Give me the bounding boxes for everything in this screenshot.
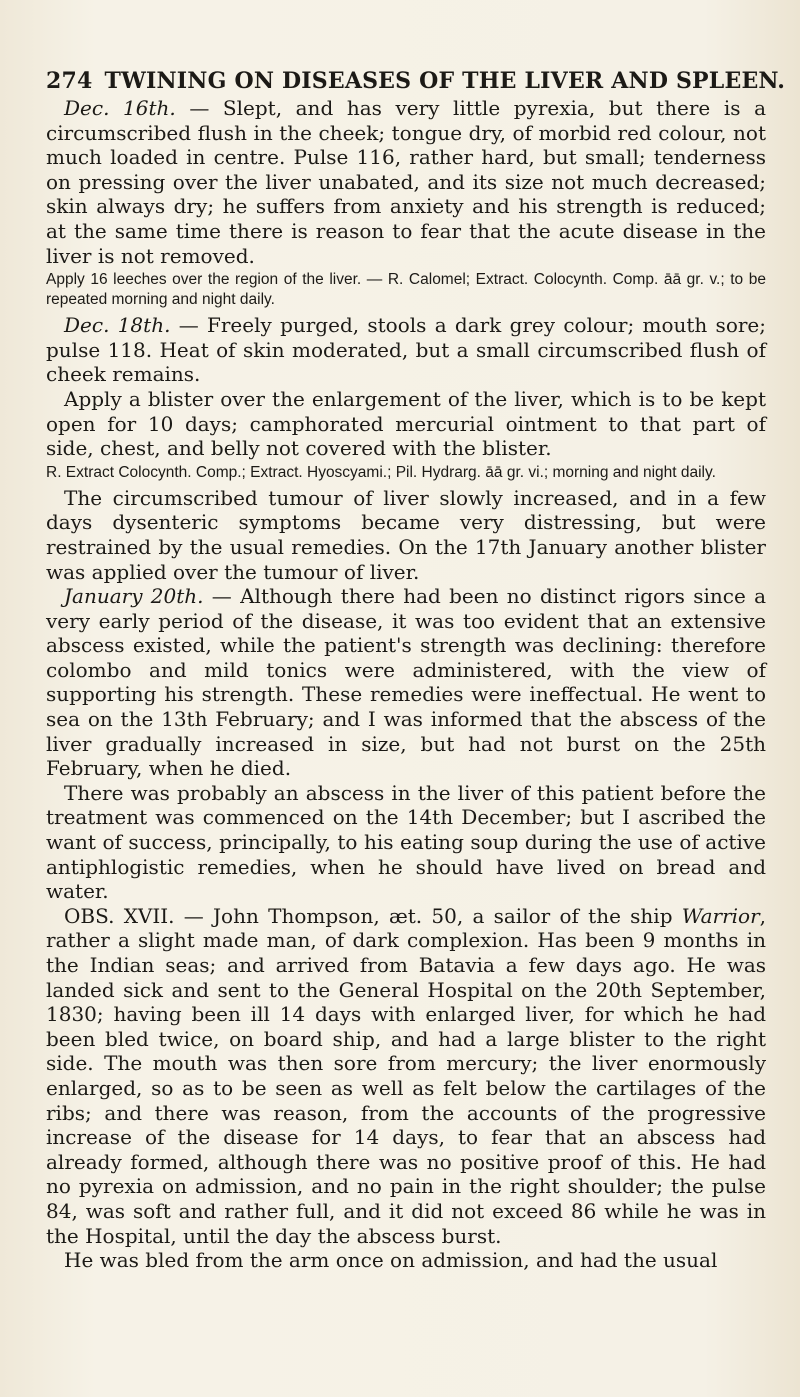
paragraph-text: , rather a slight made man, of dark complexion. Has been 9 months in the Indian seas; and arrived from Batavia a few days ago. He was landed sick and sent to the General Hospital on the 20th September, 1830; having been ill 14 days with enlarged liver, for which he had been bled twice, on board ship, and had a large blister to the right side. The mouth was then sore from mercury; the liver enormously enlarged, so as to be seen as well as felt below the cartilages of the ribs; and there was reason, from the accounts of the progressive increase of the disease for 14 days, to fear that an abscess had already formed, although there was no positive proof of this. He had no pyrexia on admission, and no pain in the right shoulder; the pulse 84, was soft and rather full, and it did not exceed 86 while he was in the Hospital, until the day the abscess burst. (46, 903, 766, 1248)
paragraph-blister (46, 387, 766, 461)
prescription-text: R. Extract Colocynth. Comp.; Extract. Hyoscyami.; Pil. Hydrarg. āā gr. vi.; morning and night daily. (46, 463, 716, 481)
paragraph-text: OBS. XVII. — John Thompson, æt. 50, a sailor of the ship (64, 903, 682, 928)
paragraph-tumour (46, 486, 766, 584)
prescription-text: Apply 16 leeches over the region of the liver. — R. Calomel; Extract. Colocynth. Comp. āā gr. v.; to be repeated morning and night daily. (46, 271, 766, 309)
paragraph-bled (46, 1248, 766, 1273)
paragraph-dec-18 (46, 313, 766, 387)
paragraph-text: The circumscribed tumour of liver slowly increased, and in a few days dysenteric symptoms became very distressing, but were restrained by the usual remedies. On the 17th January another blister was applied over the tumour of liver. (46, 485, 766, 584)
prescription-colocynth (46, 463, 766, 483)
prescription-leeches (46, 270, 766, 310)
paragraph-obs-xvii (46, 904, 766, 1248)
running-title: TWINING ON DISEASES OF THE LIVER AND SPLEEN. (104, 68, 786, 94)
entry-date: Dec. 16th. (64, 96, 176, 120)
paragraph-text: — Although there had been no distinct rigors since a very early period of the disease, it was too evident that an extensive abscess existed, while the patient's strength was declining: therefore colombo and mild tonics were administered, with the view of supporting his strength. These remedies were ineffectual. He went to sea on the 13th February; and I was informed that the abscess of the liver gradually increased in size, but had not burst on the 25th February, when he died. (46, 584, 766, 781)
entry-date: Dec. 18th. (64, 313, 171, 338)
paragraph-text: He was bled from the arm once on admission, and had the usual (64, 1248, 718, 1273)
paragraph-jan-20 (46, 584, 766, 781)
paragraph-text: — Freely purged, stools a dark grey colour; mouth sore; pulse 118. Heat of skin moderated, but a small circumscribed flush of cheek remains. (46, 313, 766, 387)
entry-date: January 20th. (64, 584, 204, 609)
paragraph-abscess (46, 781, 766, 904)
ship-name: Warrior (681, 903, 760, 928)
paragraph-text: There was probably an abscess in the liver of this patient before the treatment was commenced on the 14th December; but I ascribed the want of success, principally, to his eating soup during the use of active antiphlogistic remedies, when he should have lived on bread and water. (46, 780, 766, 904)
paragraph-text: Apply a blister over the enlargement of the liver, which is to be kept open for 10 days; camphorated mercurial ointment to that part of side, chest, and belly not covered with the blister. (46, 386, 766, 461)
running-header (46, 68, 786, 94)
page-number: 274 (46, 68, 93, 94)
paragraph-text: — Slept, and has very little pyrexia, but there is a circumscribed flush in the cheek; tongue dry, of morbid red colour, not much loaded in centre. Pulse 116, rather hard, but small; tenderness on pressing over the liver unabated, and its size not much decreased; skin always dry; he suffers from anxiety and his strength is reduced; at the same time there is reason to fear that the acute disease in the liver is not removed. (46, 96, 766, 268)
paragraph-dec-16 (46, 96, 766, 268)
page-body (46, 96, 766, 1273)
